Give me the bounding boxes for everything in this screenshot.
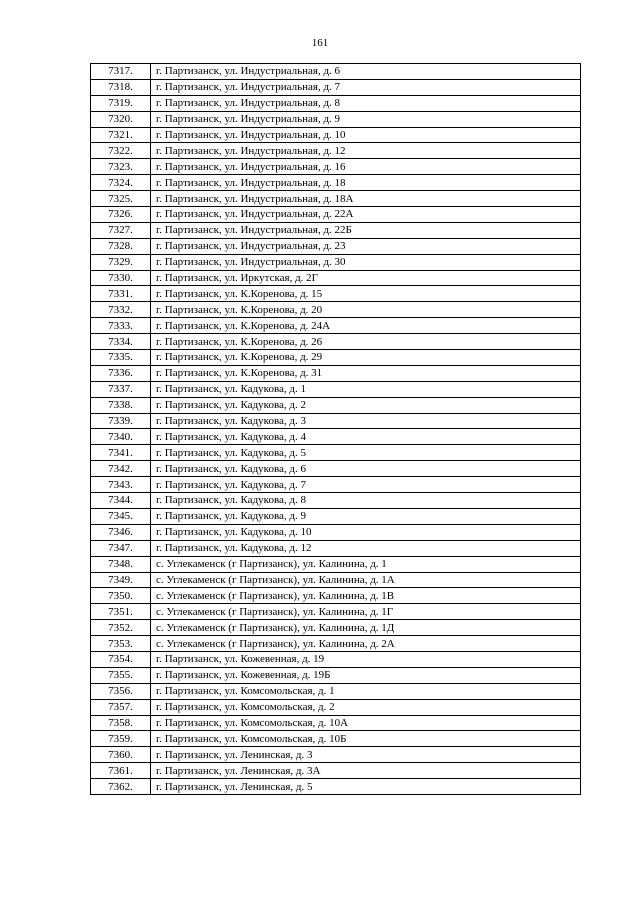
row-address: г. Партизанск, ул. К.Коренова, д. 29 xyxy=(151,350,581,366)
row-number: 7317. xyxy=(91,64,151,80)
row-number: 7326. xyxy=(91,207,151,223)
row-number: 7334. xyxy=(91,334,151,350)
table-row xyxy=(91,334,581,350)
table-row xyxy=(91,572,581,588)
table-row xyxy=(91,667,581,683)
table-row xyxy=(91,556,581,572)
table-row xyxy=(91,270,581,286)
row-number: 7357. xyxy=(91,699,151,715)
row-address: с. Углекаменск (г Партизанск), ул. Калинина, д. 1Г xyxy=(151,604,581,620)
row-address: г. Партизанск, ул. К.Коренова, д. 20 xyxy=(151,302,581,318)
row-number: 7359. xyxy=(91,731,151,747)
table-row xyxy=(91,95,581,111)
address-table xyxy=(90,63,581,795)
row-address: г. Партизанск, ул. К.Коренова, д. 26 xyxy=(151,334,581,350)
table-row xyxy=(91,111,581,127)
table-row xyxy=(91,524,581,540)
table-row xyxy=(91,222,581,238)
row-number: 7349. xyxy=(91,572,151,588)
row-number: 7348. xyxy=(91,556,151,572)
row-number: 7339. xyxy=(91,413,151,429)
row-number: 7336. xyxy=(91,365,151,381)
row-number: 7358. xyxy=(91,715,151,731)
table-row xyxy=(91,715,581,731)
row-address: г. Партизанск, ул. Кадукова, д. 1 xyxy=(151,381,581,397)
table-row xyxy=(91,286,581,302)
row-address: г. Партизанск, ул. Индустриальная, д. 9 xyxy=(151,111,581,127)
table-row xyxy=(91,143,581,159)
table-row xyxy=(91,445,581,461)
table-row xyxy=(91,779,581,795)
table-row xyxy=(91,651,581,667)
row-address: г. Партизанск, ул. Комсомольская, д. 2 xyxy=(151,699,581,715)
row-number: 7340. xyxy=(91,429,151,445)
row-number: 7338. xyxy=(91,397,151,413)
table-row xyxy=(91,636,581,652)
row-address: г. Партизанск, ул. Кожевенная, д. 19Б xyxy=(151,667,581,683)
row-address: г. Партизанск, ул. Индустриальная, д. 22Б xyxy=(151,222,581,238)
table-row xyxy=(91,191,581,207)
row-number: 7346. xyxy=(91,524,151,540)
row-number: 7343. xyxy=(91,477,151,493)
row-number: 7351. xyxy=(91,604,151,620)
table-row xyxy=(91,493,581,509)
address-table-body xyxy=(91,64,581,795)
table-row xyxy=(91,64,581,80)
row-number: 7331. xyxy=(91,286,151,302)
row-address: г. Партизанск, ул. Индустриальная, д. 23 xyxy=(151,238,581,254)
table-row xyxy=(91,318,581,334)
row-address: г. Партизанск, ул. Комсомольская, д. 10Б xyxy=(151,731,581,747)
table-row xyxy=(91,604,581,620)
row-address: г. Партизанск, ул. К.Коренова, д. 24А xyxy=(151,318,581,334)
table-row xyxy=(91,413,581,429)
row-number: 7344. xyxy=(91,493,151,509)
row-number: 7345. xyxy=(91,508,151,524)
table-row xyxy=(91,254,581,270)
page-number: 161 xyxy=(311,37,329,49)
table-row xyxy=(91,620,581,636)
row-number: 7347. xyxy=(91,540,151,556)
row-number: 7341. xyxy=(91,445,151,461)
row-number: 7337. xyxy=(91,381,151,397)
table-row xyxy=(91,763,581,779)
table-row xyxy=(91,127,581,143)
row-address: г. Партизанск, ул. Кадукова, д. 6 xyxy=(151,461,581,477)
row-number: 7333. xyxy=(91,318,151,334)
row-number: 7342. xyxy=(91,461,151,477)
row-address: г. Партизанск, ул. Кадукова, д. 2 xyxy=(151,397,581,413)
row-number: 7361. xyxy=(91,763,151,779)
row-address: г. Партизанск, ул. Кадукова, д. 3 xyxy=(151,413,581,429)
row-number: 7318. xyxy=(91,79,151,95)
row-address: г. Партизанск, ул. Кадукова, д. 7 xyxy=(151,477,581,493)
table-row xyxy=(91,365,581,381)
row-number: 7355. xyxy=(91,667,151,683)
table-row xyxy=(91,588,581,604)
row-address: с. Углекаменск (г Партизанск), ул. Калинина, д. 1В xyxy=(151,588,581,604)
table-row xyxy=(91,540,581,556)
row-address: г. Партизанск, ул. Индустриальная, д. 22А xyxy=(151,207,581,223)
table-row xyxy=(91,79,581,95)
row-number: 7330. xyxy=(91,270,151,286)
row-number: 7335. xyxy=(91,350,151,366)
row-number: 7360. xyxy=(91,747,151,763)
row-address: с. Углекаменск (г Партизанск), ул. Калинина, д. 1А xyxy=(151,572,581,588)
row-address: г. Партизанск, ул. Кожевенная, д. 19 xyxy=(151,651,581,667)
table-row xyxy=(91,477,581,493)
row-number: 7332. xyxy=(91,302,151,318)
row-address: г. Партизанск, ул. Ленинская, д. 5 xyxy=(151,779,581,795)
table-row xyxy=(91,683,581,699)
row-address: г. Партизанск, ул. Индустриальная, д. 12 xyxy=(151,143,581,159)
row-number: 7323. xyxy=(91,159,151,175)
row-number: 7328. xyxy=(91,238,151,254)
row-number: 7350. xyxy=(91,588,151,604)
table-row xyxy=(91,397,581,413)
row-address: г. Партизанск, ул. Ленинская, д. 3 xyxy=(151,747,581,763)
row-number: 7327. xyxy=(91,222,151,238)
row-number: 7322. xyxy=(91,143,151,159)
row-number: 7324. xyxy=(91,175,151,191)
row-address: г. Партизанск, ул. К.Коренова, д. 31 xyxy=(151,365,581,381)
row-address: г. Партизанск, ул. Индустриальная, д. 10 xyxy=(151,127,581,143)
row-number: 7356. xyxy=(91,683,151,699)
row-address: г. Партизанск, ул. Индустриальная, д. 7 xyxy=(151,79,581,95)
row-address: г. Партизанск, ул. Комсомольская, д. 1 xyxy=(151,683,581,699)
row-address: г. Партизанск, ул. Кадукова, д. 5 xyxy=(151,445,581,461)
table-row xyxy=(91,302,581,318)
table-row xyxy=(91,381,581,397)
table-row xyxy=(91,731,581,747)
row-address: г. Партизанск, ул. Кадукова, д. 12 xyxy=(151,540,581,556)
table-row xyxy=(91,159,581,175)
row-address: г. Партизанск, ул. К.Коренова, д. 15 xyxy=(151,286,581,302)
row-number: 7319. xyxy=(91,95,151,111)
table-row xyxy=(91,429,581,445)
row-address: г. Партизанск, ул. Кадукова, д. 9 xyxy=(151,508,581,524)
row-address: с. Углекаменск (г Партизанск), ул. Калинина, д. 2А xyxy=(151,636,581,652)
row-address: с. Углекаменск (г Партизанск), ул. Калинина, д. 1 xyxy=(151,556,581,572)
row-number: 7354. xyxy=(91,651,151,667)
row-address: г. Партизанск, ул. Комсомольская, д. 10А xyxy=(151,715,581,731)
row-number: 7320. xyxy=(91,111,151,127)
row-address: г. Партизанск, ул. Индустриальная, д. 30 xyxy=(151,254,581,270)
row-address: г. Партизанск, ул. Индустриальная, д. 18А xyxy=(151,191,581,207)
row-address: г. Партизанск, ул. Индустриальная, д. 18 xyxy=(151,175,581,191)
row-address: г. Партизанск, ул. Индустриальная, д. 8 xyxy=(151,95,581,111)
row-number: 7321. xyxy=(91,127,151,143)
row-address: г. Партизанск, ул. Кадукова, д. 8 xyxy=(151,493,581,509)
row-address: с. Углекаменск (г Партизанск), ул. Калинина, д. 1Д xyxy=(151,620,581,636)
row-address: г. Партизанск, ул. Кадукова, д. 10 xyxy=(151,524,581,540)
row-address: г. Партизанск, ул. Кадукова, д. 4 xyxy=(151,429,581,445)
table-row xyxy=(91,175,581,191)
table-row xyxy=(91,461,581,477)
table-row xyxy=(91,207,581,223)
row-address: г. Партизанск, ул. Индустриальная, д. 6 xyxy=(151,64,581,80)
row-number: 7329. xyxy=(91,254,151,270)
row-number: 7352. xyxy=(91,620,151,636)
table-row xyxy=(91,747,581,763)
row-address: г. Партизанск, ул. Индустриальная, д. 16 xyxy=(151,159,581,175)
row-number: 7353. xyxy=(91,636,151,652)
row-number: 7325. xyxy=(91,191,151,207)
row-number: 7362. xyxy=(91,779,151,795)
table-row xyxy=(91,508,581,524)
table-row xyxy=(91,350,581,366)
row-address: г. Партизанск, ул. Ленинская, д. 3А xyxy=(151,763,581,779)
table-row xyxy=(91,238,581,254)
table-row xyxy=(91,699,581,715)
row-address: г. Партизанск, ул. Иркутская, д. 2Г xyxy=(151,270,581,286)
